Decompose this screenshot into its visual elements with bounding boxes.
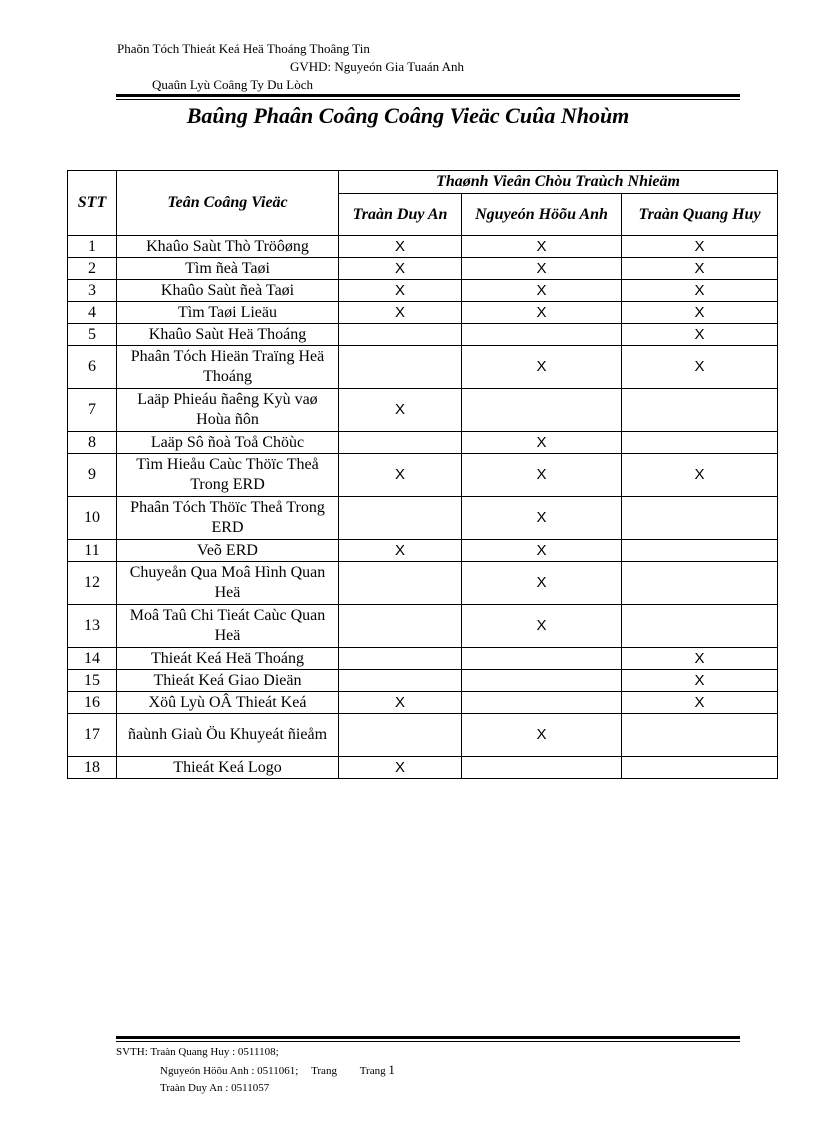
row-mark-member-2: X [462,346,622,389]
row-stt: 8 [68,432,117,454]
row-mark-member-1: X [339,280,462,302]
row-mark-member-2 [462,670,622,692]
row-mark-member-1 [339,497,462,540]
row-mark-member-3: X [622,648,778,670]
header-course-title: Phaõn Tóch Thieát Keá Heä Thoáng Thoâng Tin [117,41,370,56]
table-row [68,258,778,280]
row-stt: 10 [68,497,117,540]
row-mark-member-2: X [462,302,622,324]
column-header-member-1: Traàn Duy An [339,194,462,236]
row-mark-member-3: X [622,670,778,692]
row-task-name: Phaân Tóch Thöïc Theå Trong ERD [117,497,339,540]
footer-rule-thick [116,1036,740,1039]
row-task-name: Khaûo Saùt Thò Tröôøng [117,236,339,258]
footer [116,1044,395,1097]
row-mark-member-1: X [339,258,462,280]
row-stt: 13 [68,605,117,648]
row-mark-member-1 [339,605,462,648]
row-stt: 5 [68,324,117,346]
row-mark-member-3 [622,540,778,562]
row-stt: 11 [68,540,117,562]
row-mark-member-3 [622,605,778,648]
table-row [68,280,778,302]
row-mark-member-3: X [622,346,778,389]
row-mark-member-1 [339,562,462,605]
row-mark-member-3: X [622,692,778,714]
row-mark-member-1: X [339,454,462,497]
row-mark-member-2: X [462,432,622,454]
row-mark-member-2 [462,648,622,670]
table-row [68,454,778,497]
row-mark-member-2: X [462,258,622,280]
footer-rule-thin [116,1041,740,1042]
row-mark-member-2: X [462,497,622,540]
row-task-name: ñaùnh Giaù Öu Khuyeát ñieåm [117,714,339,757]
row-mark-member-2: X [462,714,622,757]
column-header-stt: STT [68,171,117,236]
table-row [68,605,778,648]
row-mark-member-1: X [339,692,462,714]
row-task-name: Tìm ñeà Taøi [117,258,339,280]
row-mark-member-3 [622,497,778,540]
table-body [68,236,778,779]
row-mark-member-3: X [622,302,778,324]
footer-trang-label-2: Trang [359,1065,386,1077]
header-rule-thick [116,94,740,97]
row-mark-member-3 [622,432,778,454]
row-task-name: Chuyeån Qua Moâ Hình Quan Heä [117,562,339,605]
row-mark-member-3: X [622,236,778,258]
row-mark-member-2 [462,324,622,346]
row-mark-member-2: X [462,605,622,648]
row-task-name: Phaân Tóch Hieän Traïng Heä Thoáng [117,346,339,389]
table-row [68,670,778,692]
column-header-member-2: Nguyeón Höõu Anh [462,194,622,236]
header-instructor: GVHD: Nguyeón Gia Tuaán Anh [290,59,465,74]
row-stt: 12 [68,562,117,605]
row-task-name: Laäp Phieáu ñaêng Kyù vaø Hoùa ñôn [117,389,339,432]
row-task-name: Moâ Taû Chi Tieát Caùc Quan Heä [117,605,339,648]
row-mark-member-1 [339,714,462,757]
row-mark-member-3: X [622,454,778,497]
row-mark-member-1: X [339,757,462,779]
document-title: Baûng Phaân Coâng Coâng Vieäc Cuûa Nhoùm [186,103,630,128]
row-mark-member-1 [339,324,462,346]
table-row [68,324,778,346]
row-task-name: Laäp Sô ñoà Toå Chöùc [117,432,339,454]
row-stt: 3 [68,280,117,302]
row-mark-member-2 [462,389,622,432]
row-stt: 4 [68,302,117,324]
row-mark-member-1: X [339,302,462,324]
row-task-name: Tìm Taøi Lieäu [117,302,339,324]
row-stt: 17 [68,714,117,757]
footer-trang-label: Trang [311,1065,337,1077]
row-stt: 15 [68,670,117,692]
footer-page-number: 1 [388,1062,395,1077]
row-stt: 14 [68,648,117,670]
footer-student-3: Traàn Duy An : 0511057 [160,1082,270,1094]
table-row [68,302,778,324]
table-row [68,648,778,670]
header-project-title: Quaûn Lyù Coâng Ty Du Lòch [152,77,313,92]
row-task-name: Thieát Keá Heä Thoáng [117,648,339,670]
task-assignment-table [67,170,778,779]
table-row [68,432,778,454]
footer-student-1: SVTH: Traàn Quang Huy : 0511108; [116,1046,279,1058]
row-mark-member-2: X [462,236,622,258]
row-mark-member-1: X [339,236,462,258]
table-row [68,389,778,432]
table-row [68,236,778,258]
row-mark-member-1: X [339,389,462,432]
row-task-name: Thieát Keá Giao Dieän [117,670,339,692]
row-stt: 2 [68,258,117,280]
row-stt: 9 [68,454,117,497]
row-stt: 18 [68,757,117,779]
row-mark-member-2: X [462,454,622,497]
row-mark-member-1: X [339,540,462,562]
row-task-name: Khaûo Saùt ñeà Taøi [117,280,339,302]
row-mark-member-2 [462,692,622,714]
row-mark-member-3: X [622,324,778,346]
table-row [68,562,778,605]
row-task-name: Khaûo Saùt Heä Thoáng [117,324,339,346]
table-row [68,540,778,562]
row-task-name: Thieát Keá Logo [117,757,339,779]
table-row [68,714,778,757]
row-mark-member-1 [339,432,462,454]
row-mark-member-1 [339,346,462,389]
row-mark-member-3: X [622,258,778,280]
row-mark-member-3 [622,562,778,605]
footer-student-2: Nguyeón Höõu Anh : 0511061; [160,1065,299,1077]
row-mark-member-2 [462,757,622,779]
row-mark-member-2: X [462,280,622,302]
row-stt: 7 [68,389,117,432]
row-stt: 6 [68,346,117,389]
row-mark-member-3 [622,389,778,432]
row-mark-member-3 [622,757,778,779]
column-header-member-3: Traàn Quang Huy [622,194,778,236]
row-task-name: Veõ ERD [117,540,339,562]
row-mark-member-2: X [462,540,622,562]
table-row [68,757,778,779]
row-mark-member-3 [622,714,778,757]
row-mark-member-1 [339,670,462,692]
row-stt: 16 [68,692,117,714]
row-stt: 1 [68,236,117,258]
table-row [68,346,778,389]
footer-student-2-line [116,1061,395,1080]
row-mark-member-3: X [622,280,778,302]
row-task-name: Xöû Lyù OÂ Thieát Keá [117,692,339,714]
column-header-task: Teân Coâng Vieäc [117,171,339,236]
column-group-members: Thaønh Vieân Chòu Traùch Nhieäm [339,171,778,194]
row-mark-member-1 [339,648,462,670]
table-row [68,692,778,714]
row-mark-member-2: X [462,562,622,605]
table-row [68,497,778,540]
row-task-name: Tìm Hieåu Caùc Thöïc Theå Trong ERD [117,454,339,497]
header-rule-thin [116,99,740,100]
